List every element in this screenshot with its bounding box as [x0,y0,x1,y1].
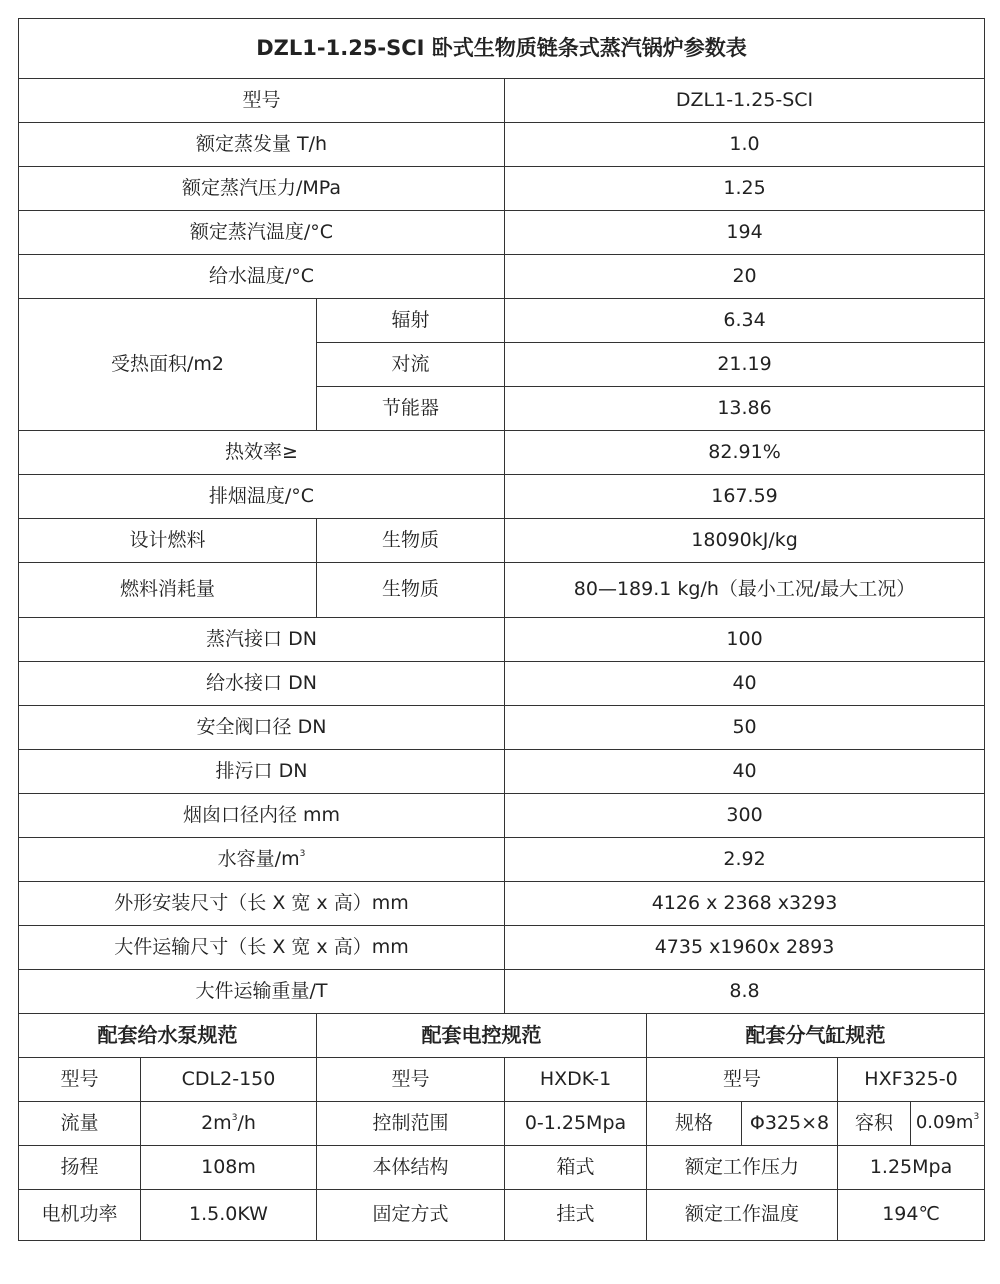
cylinder-model-value: HXF325-0 [838,1058,985,1102]
cylinder-spec-label: 规格 [647,1102,742,1146]
design-fuel-value: 18090kJ/kg [505,519,985,563]
cylinder-spec-header: 配套分气缸规范 [647,1014,985,1058]
cylinder-volume-label: 容积 [838,1102,911,1146]
heating-area-item-label: 对流 [317,343,505,387]
efficiency-value: 82.91% [505,431,985,475]
pump-head-value: 108m [141,1146,317,1190]
control-mounting-label: 固定方式 [317,1190,505,1241]
pump-flow-unit-exponent: 3 [231,1112,238,1123]
pump-spec-header: 配套给水泵规范 [19,1014,317,1058]
model-label: 型号 [19,79,505,123]
param-value: 1.25 [505,167,985,211]
boiler-parameter-table [18,18,985,1241]
param-label: 额定蒸发量 T/h [19,123,505,167]
pump-flow-value-prefix: 2m [201,1111,232,1134]
pump-model-value: CDL2-150 [141,1058,317,1102]
param-value: 1.0 [505,123,985,167]
model-value: DZL1-1.25-SCI [505,79,985,123]
param-label: 蒸汽接口 DN [19,618,505,662]
design-fuel-label: 设计燃料 [19,519,317,563]
control-structure-label: 本体结构 [317,1146,505,1190]
pump-flow-value [141,1102,317,1146]
cylinder-temperature-label: 额定工作温度 [647,1190,838,1241]
water-capacity-label-text: 水容量/m [217,847,300,870]
water-capacity-unit-exponent: 3 [299,848,306,859]
control-model-value: HXDK-1 [505,1058,647,1102]
exhaust-temp-label: 排烟温度/°C [19,475,505,519]
design-fuel-sub: 生物质 [317,519,505,563]
param-value: 50 [505,706,985,750]
param-value: 8.8 [505,970,985,1014]
param-label: 给水温度/°C [19,255,505,299]
fuel-consumption-value: 80—189.1 kg/h（最小工况/最大工况） [505,563,985,618]
cylinder-temperature-value: 194℃ [838,1190,985,1241]
control-spec-header: 配套电控规范 [317,1014,647,1058]
heating-area-item-label: 节能器 [317,387,505,431]
cylinder-volume-value [911,1102,985,1146]
cylinder-volume-unit-exponent: 3 [973,1112,980,1123]
pump-motor-power-value: 1.5.0KW [141,1190,317,1241]
pump-flow-label: 流量 [19,1102,141,1146]
control-model-label: 型号 [317,1058,505,1102]
param-value: 4735 x1960x 2893 [505,926,985,970]
param-value: 20 [505,255,985,299]
control-structure-value: 箱式 [505,1146,647,1190]
param-label: 大件运输尺寸（长 X 宽 x 高）mm [19,926,505,970]
cylinder-spec-value: Φ325×8 [742,1102,838,1146]
param-label: 额定蒸汽压力/MPa [19,167,505,211]
fuel-consumption-sub: 生物质 [317,563,505,618]
exhaust-temp-value: 167.59 [505,475,985,519]
control-range-label: 控制范围 [317,1102,505,1146]
param-label: 额定蒸汽温度/°C [19,211,505,255]
pump-motor-power-label: 电机功率 [19,1190,141,1241]
pump-flow-value-suffix: /h [237,1111,256,1134]
param-label: 排污口 DN [19,750,505,794]
control-mounting-value: 挂式 [505,1190,647,1241]
param-value: 100 [505,618,985,662]
pump-head-label: 扬程 [19,1146,141,1190]
cylinder-model-label: 型号 [647,1058,838,1102]
param-value: 4126 x 2368 x3293 [505,882,985,926]
param-value: 300 [505,794,985,838]
cylinder-pressure-value: 1.25Mpa [838,1146,985,1190]
water-capacity-label [19,838,505,882]
control-range-value: 0-1.25Mpa [505,1102,647,1146]
param-label: 外形安装尺寸（长 X 宽 x 高）mm [19,882,505,926]
heating-area-label: 受热面积/m2 [19,299,317,431]
fuel-consumption-label: 燃料消耗量 [19,563,317,618]
efficiency-label: 热效率≥ [19,431,505,475]
heating-area-item-value: 6.34 [505,299,985,343]
param-label: 安全阀口径 DN [19,706,505,750]
param-label: 烟囱口径内径 mm [19,794,505,838]
param-value: 40 [505,750,985,794]
cylinder-pressure-label: 额定工作压力 [647,1146,838,1190]
pump-model-label: 型号 [19,1058,141,1102]
param-value: 194 [505,211,985,255]
cylinder-volume-value-text: 0.09m [915,1112,974,1134]
param-value: 40 [505,662,985,706]
param-label: 大件运输重量/T [19,970,505,1014]
heating-area-item-value: 13.86 [505,387,985,431]
water-capacity-value: 2.92 [505,838,985,882]
param-label: 给水接口 DN [19,662,505,706]
table-title: DZL1-1.25-SCI 卧式生物质链条式蒸汽锅炉参数表 [19,19,985,79]
heating-area-item-label: 辐射 [317,299,505,343]
heating-area-item-value: 21.19 [505,343,985,387]
